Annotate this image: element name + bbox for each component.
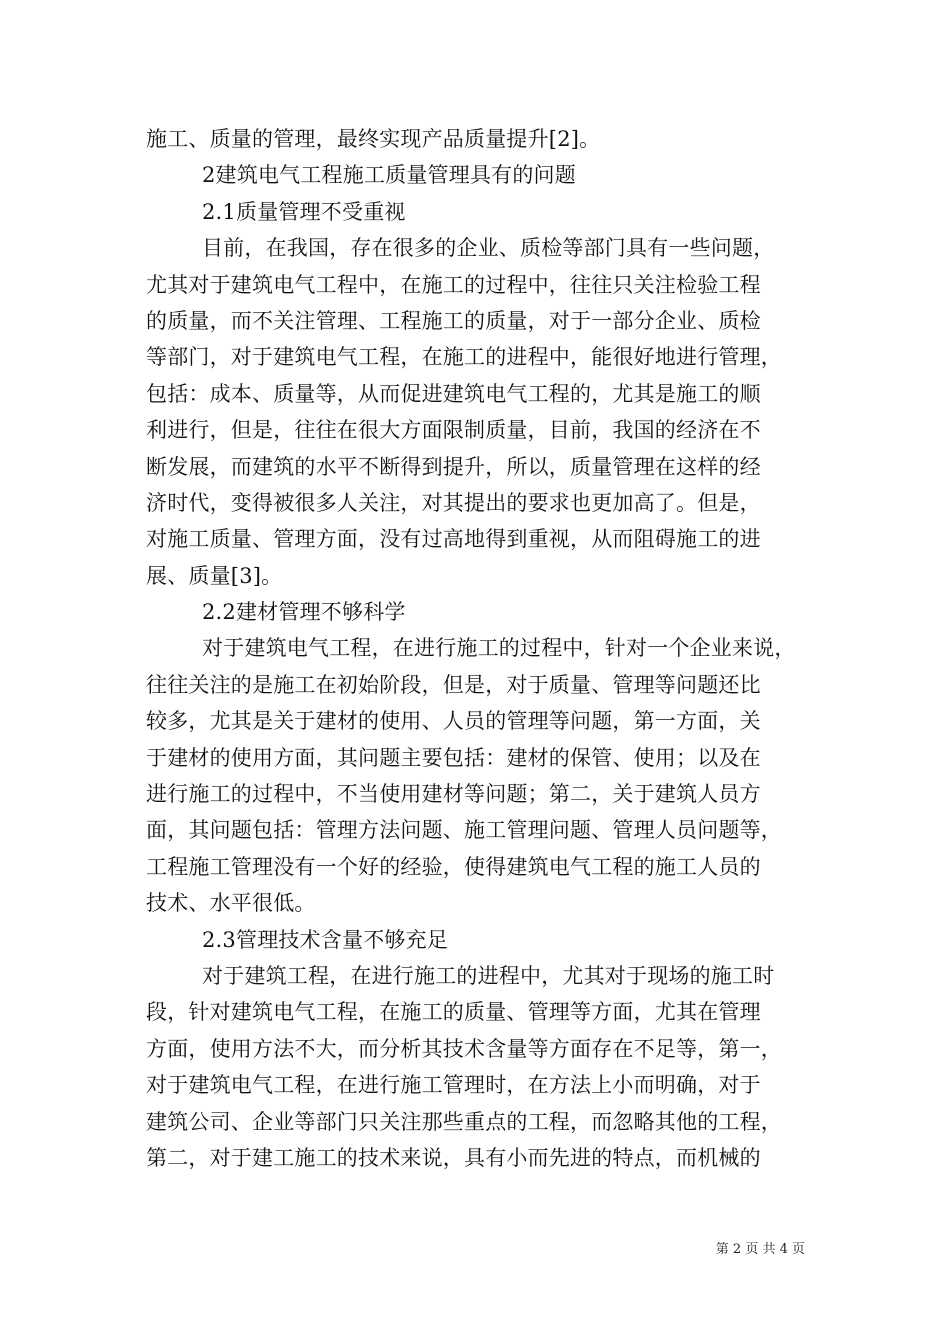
text-line: 利进行，但是，往往在很大方面限制质量，目前，我国的经济在不	[146, 418, 761, 443]
text-line: 对于建筑电气工程，在进行施工管理时，在方法上小而明确，对于	[146, 1073, 761, 1098]
text-line: 2建筑电气工程施工质量管理具有的问题	[202, 163, 576, 188]
text-line: 工程施工管理没有一个好的经验，使得建筑电气工程的施工人员的	[146, 854, 761, 879]
text-line: 目前，在我国，存在很多的企业、质检等部门具有一些问题，	[202, 236, 775, 261]
text-line: 段，针对建筑电气工程，在施工的质量、管理等方面，尤其在管理	[146, 1000, 761, 1025]
document-body	[146, 121, 826, 1176]
text-line: 第二，对于建工施工的技术来说，具有小而先进的特点，而机械的	[146, 1145, 761, 1170]
text-line: 等部门，对于建筑电气工程，在施工的进程中，能很好地进行管理，	[146, 345, 782, 370]
text-line: 2.3管理技术含量不够充足	[202, 927, 448, 952]
text-line: 的质量，而不关注管理、工程施工的质量，对于一部分企业、质检	[146, 308, 761, 333]
text-line: 建筑公司、企业等部门只关注那些重点的工程，而忽略其他的工程，	[146, 1109, 782, 1134]
text-line: 2.1质量管理不受重视	[202, 199, 406, 224]
text-line: 技术、水平很低。	[146, 891, 316, 916]
text-line: 断发展，而建筑的水平不断得到提升，所以，质量管理在这样的经	[146, 454, 761, 479]
text-line: 进行施工的过程中，不当使用建材等问题；第二，关于建筑人员方	[146, 782, 761, 807]
text-line: 包括：成本、质量等，从而促进建筑电气工程的，尤其是施工的顺	[146, 381, 761, 406]
text-line: 较多，尤其是关于建材的使用、人员的管理等问题，第一方面，关	[146, 709, 761, 734]
text-line: 方面，使用方法不大，而分析其技术含量等方面存在不足等，第一，	[146, 1036, 782, 1061]
text-line: 2.2建材管理不够科学	[202, 600, 406, 625]
page-number: 第 2 页 共 4 页	[715, 1242, 805, 1257]
text-line: 展、质量[3]。	[146, 563, 283, 588]
text-line: 对于建筑电气工程，在进行施工的过程中，针对一个企业来说，	[202, 636, 796, 661]
text-line: 尤其对于建筑电气工程中，在施工的过程中，往往只关注检验工程	[146, 272, 761, 297]
text-line: 济时代，变得被很多人关注，对其提出的要求也更加高了。但是，	[146, 490, 761, 515]
text-line: 于建材的使用方面，其问题主要包括：建材的保管、使用；以及在	[146, 745, 761, 770]
text-line: 施工、质量的管理，最终实现产品质量提升[2]。	[146, 127, 601, 151]
text-line: 面，其问题包括：管理方法问题、施工管理问题、管理人员问题等，	[146, 818, 782, 843]
text-line: 对施工质量、管理方面，没有过高地得到重视，从而阻碍施工的进	[146, 527, 761, 552]
text-line: 对于建筑工程，在进行施工的进程中，尤其对于现场的施工时	[202, 963, 775, 988]
text-line: 往往关注的是施工在初始阶段，但是，对于质量、管理等问题还比	[146, 672, 761, 697]
